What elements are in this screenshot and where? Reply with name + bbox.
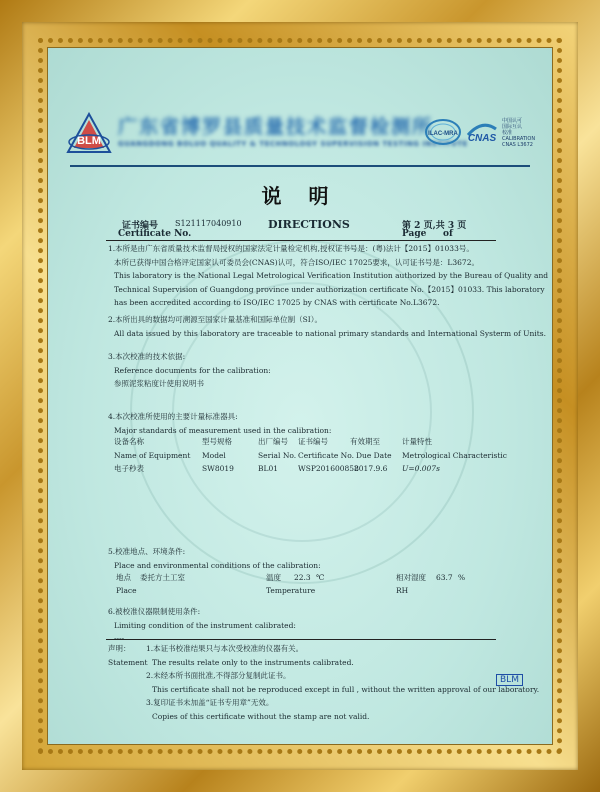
cnas-accreditation-text (502, 118, 535, 148)
place-value: 委托方土工室 (140, 573, 185, 582)
cnas-logo-label: CNAS (467, 133, 497, 144)
page-label-c: 页 (457, 221, 467, 231)
equipment-row (114, 462, 514, 476)
rh-label-cn: 相对湿度 (396, 573, 426, 582)
eq-header-cn-3: 证书编号 (298, 437, 328, 446)
cert-no-label-en: Certificate No. (118, 229, 192, 239)
s3-cn: 3.本次校准的技术依据: (108, 352, 186, 361)
eq-header-en-5: Metrological Characteristic (402, 450, 507, 460)
page-title-cn: 说 明 (261, 184, 339, 208)
page-title-en: DIRECTIONS (268, 218, 350, 231)
rh-unit: % (458, 573, 466, 582)
place-label-en: Place (116, 586, 137, 595)
s1-en-3: has been accredited according to ISO/IEC 17025 by CNAS with certificate No.L3672. (114, 298, 440, 307)
cert-line-divider (106, 240, 496, 241)
temp-unit: ℃ (316, 573, 325, 582)
page-label-en-b: of (443, 229, 453, 239)
institute-name-en: GUANGDONG BOLUO QUALITY & TECHNOLOGY SUPERVISION TESTING INSTITUTE (118, 140, 468, 148)
s4-en: Major standards of measurement used in the calibration: (114, 425, 332, 435)
s1-en-1: This laboratory is the National Legal Metrological Verification Institution authorized by the Bureau of Quality and (114, 271, 549, 280)
page-label-a: 第 (402, 221, 412, 231)
s1-cn-2: 本所已获得中国合格评定国家认可委员会(CNAS)认可，符合ISO/IEC 17025要求，认可证书号是：L3672。 (114, 257, 479, 267)
eq-header-cn-1: 型号规格 (202, 437, 232, 446)
s4-cn: 4.本次校准所使用的主要计量标准器具: (108, 412, 238, 421)
s3-en: Reference documents for the calibration: (114, 365, 271, 375)
page-total: 3 (447, 221, 455, 231)
institute-name-cn: 广东省博罗县质量技术监督检测所 (118, 116, 434, 138)
blm-logo-text: BLM (77, 135, 101, 147)
eq-header-en-1: Model (202, 450, 226, 460)
page-label-en-a: Page (402, 229, 427, 239)
section-1 (108, 242, 548, 310)
cnas-cn-line-2: 国际互认 (502, 124, 523, 130)
eq-header-en-2: Serial No. (258, 450, 297, 460)
s1-cn-1: 1.本所是由广东省质量技术监督局授权的国家法定计量检定机构,授权证书号是：(粤)法计【2015】01033号。 (108, 244, 474, 253)
temp-label-en: Temperature (266, 586, 316, 595)
eq-cell-5: U=0.007s (402, 464, 440, 473)
s2-cn: 2.本所出具的数据均可溯源至国家计量基准和国际单位制（SI）。 (108, 315, 323, 324)
eq-header-cn-5: 计量特性 (402, 437, 432, 446)
statement-3-en: Copies of this certificate without the stamp are not valid. (152, 711, 370, 721)
section-5 (108, 545, 321, 572)
statement-1-en: The results relate only to the instruments calibrated. (152, 657, 354, 667)
s6-cn: 6.被校准仪器限制使用条件: (108, 607, 201, 616)
equipment-table (114, 435, 514, 476)
s5-en: Place and environmental conditions of the calibration: (114, 560, 321, 570)
s2-en: All data issued by this laboratory are traceable to national primary standards and International Systerm of Units. (114, 328, 546, 338)
eq-cell-1: SW8019 (202, 464, 234, 473)
statement-label-en: Statement (108, 657, 148, 667)
section-2 (108, 313, 546, 340)
blm-mark: BLM (496, 674, 523, 686)
temp-label-cn: 温度 (266, 573, 281, 582)
statement-label (108, 642, 147, 669)
cnas-cn-line-3: 校准 (502, 130, 513, 136)
cert-no-label-cn: 证书编号 (122, 221, 159, 231)
s6-en: Limiting condition of the instrument calibrated: (114, 620, 296, 630)
cnas-logo-icon (464, 117, 500, 147)
section-4 (108, 410, 331, 437)
s1-en-2: Technical Supervision of Guangdong province under authorization certificate No.【2015】01033. This laboratory (114, 284, 545, 294)
section-3 (108, 350, 271, 391)
blm-logo-icon (66, 112, 112, 158)
eq-header-cn-0: 设备名称 (114, 437, 144, 446)
statement-items (146, 642, 539, 723)
page-label-b: 页,共 (423, 221, 445, 231)
ilac-mra-label: ILAC-MRA (428, 131, 458, 137)
s5-cn: 5.校准地点、环境条件: (108, 547, 186, 556)
eq-header-en-4: Due Date (356, 450, 392, 460)
equipment-header-cn-row (114, 435, 514, 449)
eq-cell-4: 2017.9.6 (354, 464, 388, 473)
cnas-cn-line-1: 中国认可 (502, 118, 523, 124)
s3-value: 参照泥浆粘度计使用说明书 (114, 379, 204, 388)
statement-3-cn: 3.复印证书未加盖“证书专用章”无效。 (146, 698, 274, 707)
ilac-mra-logo-icon (424, 117, 462, 147)
statement-2-en: This certificate shall not be reproduced except in full , without the written approval of our laboratory. (152, 684, 540, 694)
statement-2-cn: 2.未经本所书面批准,不得部分复制此证书。 (146, 671, 291, 680)
page-current: 2 (414, 221, 421, 231)
header-divider (70, 165, 530, 167)
eq-header-en-3: Certificate No. (298, 450, 355, 460)
rh-label-en: RH (396, 586, 409, 595)
eq-cell-0: 电子秒表 (114, 464, 144, 473)
statement-label-cn: 声明： (108, 644, 131, 653)
cnas-en-line: CALIBRATION (502, 136, 536, 142)
temp-value: 22.3 (294, 573, 311, 582)
eq-cell-2: BL01 (258, 464, 279, 473)
rh-value: 63.7 (436, 573, 453, 582)
eq-header-cn-2: 出厂编号 (258, 437, 288, 446)
eq-cell-3: WSP201600858 (298, 464, 359, 473)
eq-header-cn-4: 有效期至 (350, 437, 380, 446)
eq-header-en-0: Name of Equipment (114, 450, 191, 460)
statement-1-cn: 1.本证书校准结果只与本次受校准的仪器有关。 (146, 644, 304, 653)
place-conditions (116, 571, 516, 599)
place-label-cn: 地点 (116, 573, 131, 582)
statement-divider (106, 639, 496, 640)
equipment-header-en-row (114, 449, 514, 463)
cnas-number: CNAS L3672 (502, 142, 533, 148)
cert-no-value: S121117040910 (175, 219, 242, 228)
